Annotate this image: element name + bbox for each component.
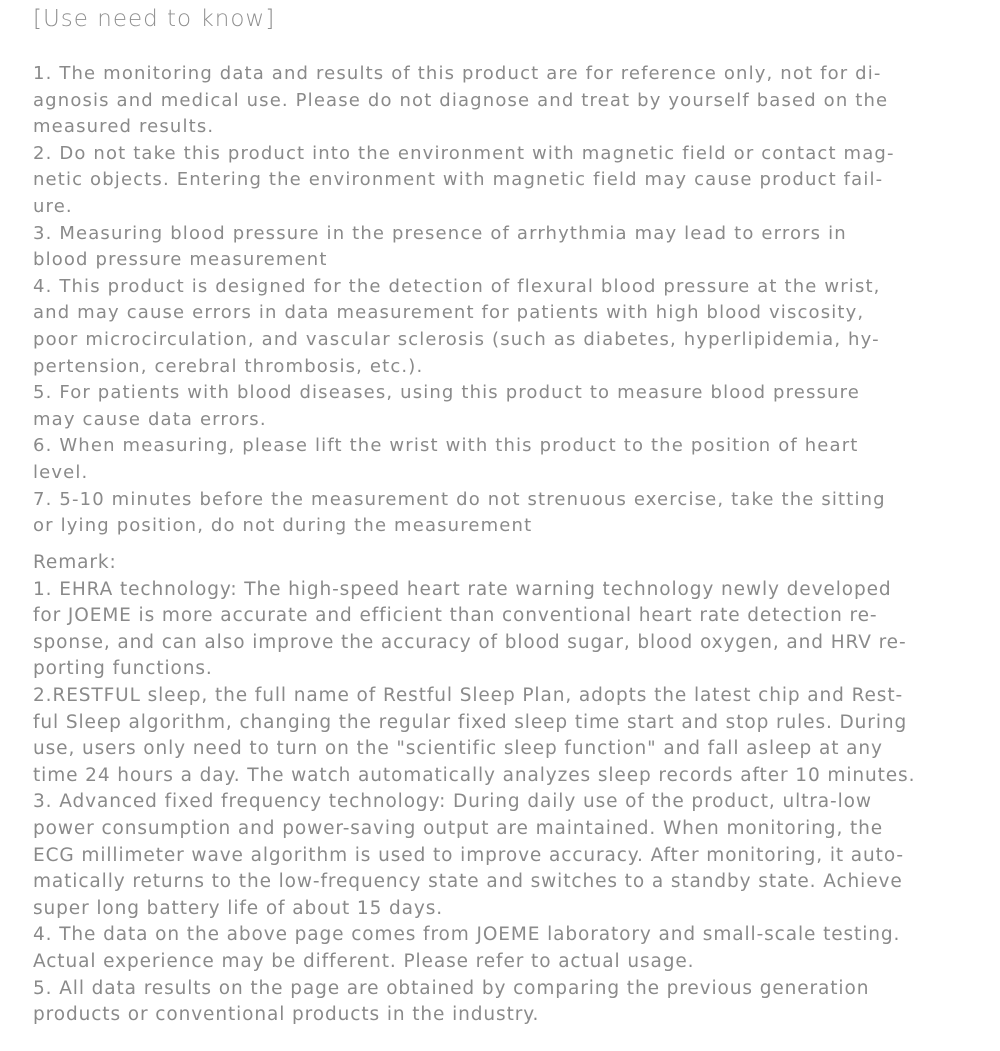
remark-line: ful Sleep algorithm, changing the regular fixed sleep time start and stop rules. During bbox=[33, 711, 908, 733]
remark-line: porting functions. bbox=[33, 658, 213, 680]
notice-line: 1. The monitoring data and results of this product are for reference only, not for di- bbox=[33, 63, 882, 84]
remark-line: time 24 hours a day. The watch automatically analyzes sleep records after 10 minutes. bbox=[33, 764, 916, 786]
remark-line: 1. EHRA technology: The high-speed heart rate warning technology newly developed bbox=[33, 578, 892, 600]
remark-line: use, users only need to turn on the "scientific sleep function" and fall asleep at any bbox=[33, 738, 883, 760]
remark-line: 2.RESTFUL sleep, the full name of Restful Sleep Plan, adopts the latest chip and Rest- bbox=[33, 684, 904, 706]
notice-line: and may cause errors in data measurement for patients with high blood viscosity, bbox=[33, 302, 865, 324]
notice-line: may cause data errors. bbox=[33, 408, 267, 430]
notice-line: 7. 5-10 minutes before the measurement do not strenuous exercise, take the sitting bbox=[33, 488, 886, 510]
notice-line: level. bbox=[33, 461, 89, 483]
notice-line: poor microcirculation, and vascular sclerosis (such as diabetes, hyperlipidemia, hy- bbox=[33, 328, 880, 350]
remark-line: Remark: bbox=[33, 552, 117, 573]
remark-line: power consumption and power-saving output are maintained. When monitoring, the bbox=[33, 817, 884, 839]
section-title: [Use need to know] bbox=[33, 6, 276, 32]
remark-list bbox=[33, 550, 915, 1029]
notice-line: 5. For patients with blood diseases, using this product to measure blood pressure bbox=[33, 382, 860, 404]
remark-line: ECG millimeter wave algorithm is used to improve accuracy. After monitoring, it auto- bbox=[33, 844, 904, 866]
notice-line: or lying position, do not during the measurement bbox=[33, 515, 533, 537]
notice-line: agnosis and medical use. Please do not diagnose and treat by yourself based on the bbox=[33, 89, 889, 111]
notice-line: 3. Measuring blood pressure in the presence of arrhythmia may lead to errors in bbox=[33, 222, 847, 244]
remark-line: products or conventional products in the industry. bbox=[33, 1004, 540, 1026]
remark-line: matically returns to the low-frequency state and switches to a standby state. Achieve bbox=[33, 871, 903, 893]
notice-line: netic objects. Entering the environment with magnetic field may cause product fail- bbox=[33, 169, 884, 191]
remark-line: 5. All data results on the page are obtained by comparing the previous generation bbox=[33, 977, 870, 999]
notice-line: 2. Do not take this product into the environment with magnetic field or contact mag- bbox=[33, 142, 895, 164]
notice-line: measured results. bbox=[33, 116, 215, 138]
remark-line: 4. The data on the above page comes from JOEME laboratory and small-scale testing. bbox=[33, 924, 901, 946]
notice-line: pertension, cerebral thrombosis, etc.). bbox=[33, 355, 424, 377]
remark-line: sponse, and can also improve the accuracy of blood sugar, blood oxygen, and HRV re- bbox=[33, 631, 907, 653]
notice-line: ure. bbox=[33, 195, 73, 217]
notice-line: blood pressure measurement bbox=[33, 249, 328, 271]
remark-line: 3. Advanced fixed frequency technology: During daily use of the product, ultra-low bbox=[33, 791, 872, 813]
remark-line: Actual experience may be different. Please refer to actual usage. bbox=[33, 950, 695, 972]
remark-line: super long battery life of about 15 days. bbox=[33, 897, 444, 919]
notice-line: 4. This product is designed for the detection of flexural blood pressure at the wrist, bbox=[33, 275, 881, 297]
usage-notice-list bbox=[33, 61, 895, 540]
remark-line: for JOEME is more accurate and efficient than conventional heart rate detection re- bbox=[33, 605, 878, 627]
notice-line: 6. When measuring, please lift the wrist with this product to the position of heart bbox=[33, 435, 859, 457]
